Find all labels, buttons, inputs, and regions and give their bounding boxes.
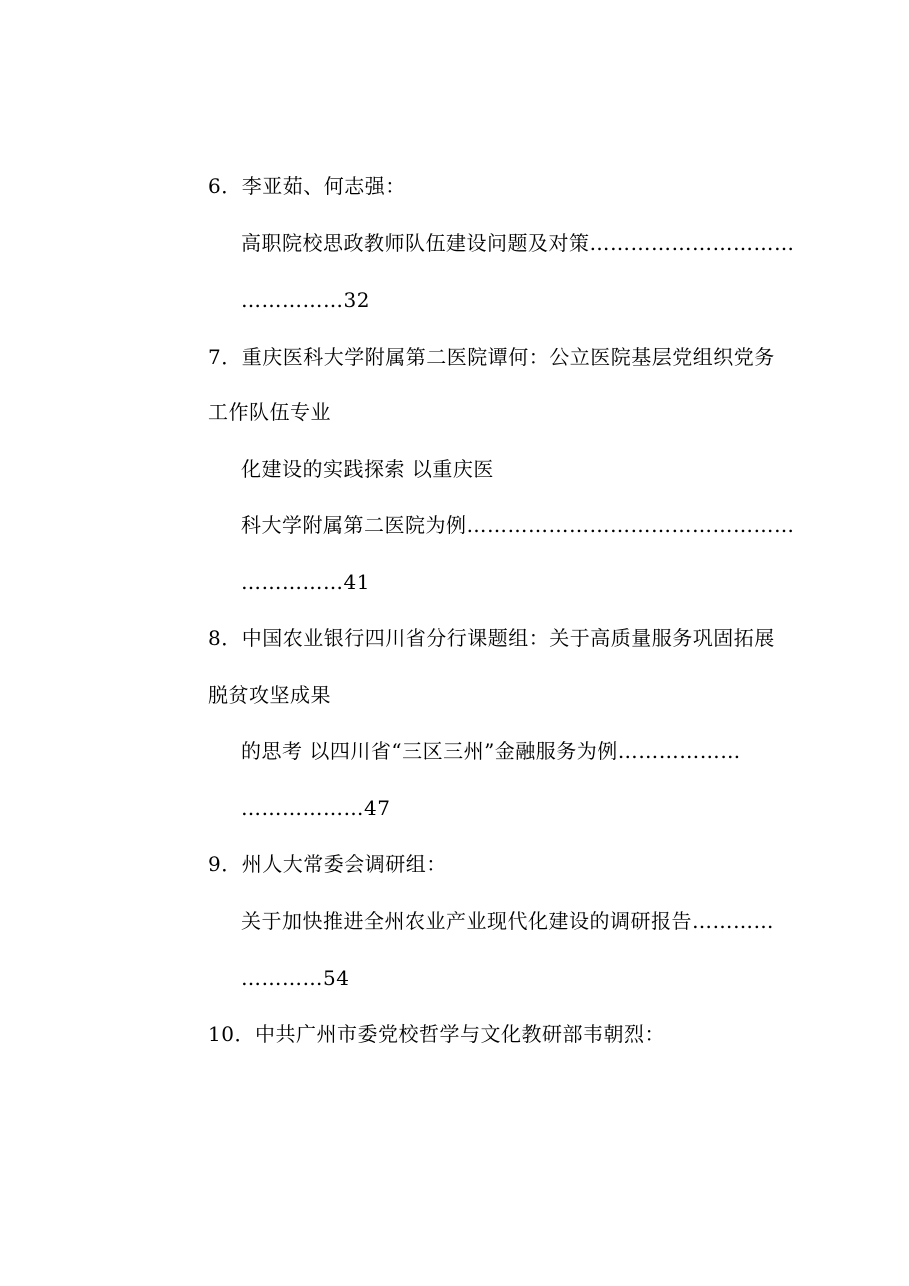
toc-entry-8-page: ………………47 [241, 796, 391, 820]
toc-entry-10-heading: 10．中共广州市委党校哲学与文化教研部韦朝烈： [208, 1022, 665, 1046]
toc-entry-9-page: …………54 [241, 966, 350, 990]
toc-entry-8-heading-cont: 脱贫攻坚成果 [208, 683, 331, 707]
toc-entry-6-heading: 6．李亚茹、何志强： [208, 174, 406, 198]
toc-entry-8-title-line1: 的思考 以四川省“三区三州”金融服务为例……………… [241, 739, 741, 763]
toc-entry-9-heading: 9．州人大常委会调研组： [208, 852, 447, 876]
toc-entry-7-heading: 7．重庆医科大学附属第二医院谭何：公立医院基层党组织党务 [208, 345, 775, 369]
toc-entry-9-title: 关于加快推进全州农业产业现代化建设的调研报告………… [241, 909, 774, 933]
toc-entry-7-page: ……………41 [241, 570, 370, 594]
toc-entry-7-title-line1: 化建设的实践探索 以重庆医 [241, 457, 494, 481]
toc-entry-6-page: ……………32 [241, 288, 370, 312]
toc-entry-7-heading-cont: 工作队伍专业 [208, 400, 331, 424]
toc-entry-6-title: 高职院校思政教师队伍建设问题及对策………………………… [241, 231, 795, 255]
toc-entry-8-heading: 8．中国农业银行四川省分行课题组：关于高质量服务巩固拓展 [208, 626, 775, 650]
toc-entry-7-title-line2: 科大学附属第二医院为例………………………………………… [241, 513, 795, 537]
